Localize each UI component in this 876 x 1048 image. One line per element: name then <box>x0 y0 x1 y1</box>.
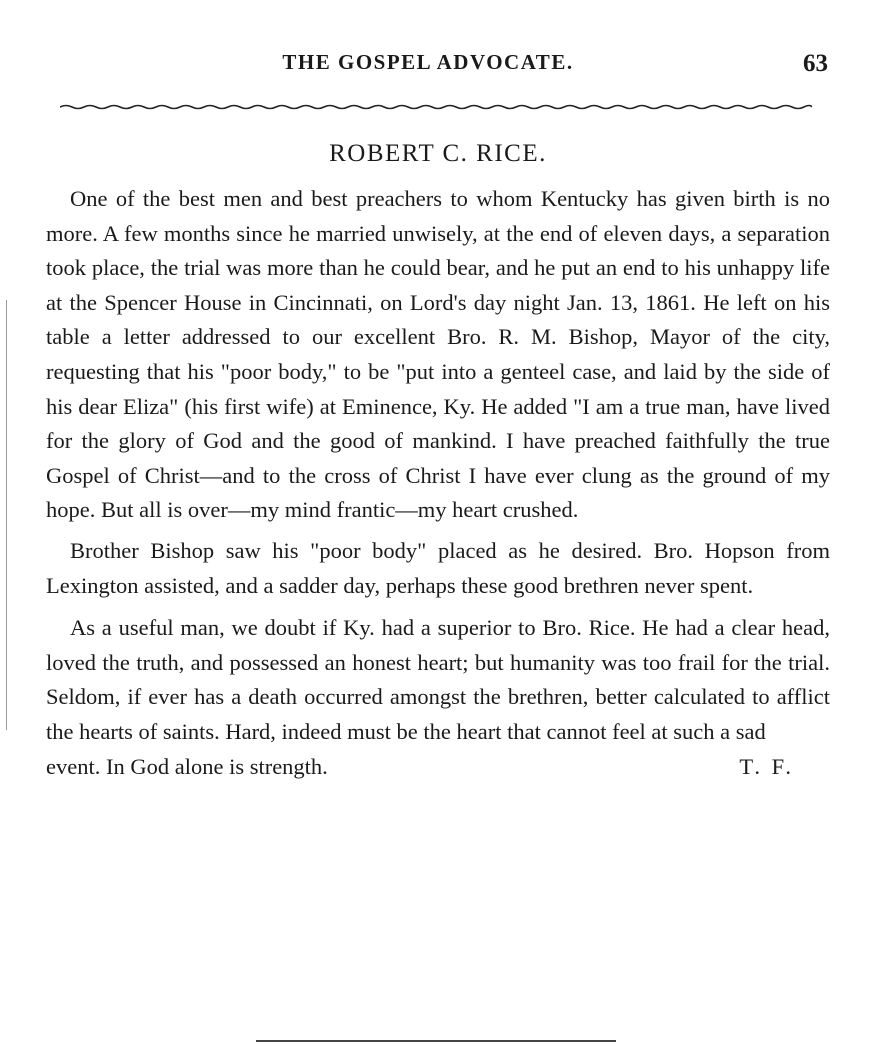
footer-rule <box>256 1040 616 1042</box>
paragraph-1: One of the best men and best preachers to whom Kentucky has given birth is no more. A few months since he married unwisely, at the end of eleven days, a separation took place, the trial was more than he could bear, and he put an end to his unhappy life at the Spencer House in Cincinnati, on Lord's day night Jan. 13, 1861. He left on his table a letter addressed to our excellent Bro. R. M. Bishop, Mayor of the city, requesting that his "poor body," to be "put into a genteel case, and laid by the side of his dear Eliza" (his first wife) at Eminence, Ky. He added "I am a true man, have lived for the glory of God and the good of mankind. I have preached faithfully the true Gospel of Christ—and to the cross of Christ I have ever clung as the ground of my hope. But all is over—my mind frantic—my heart crushed. <box>46 186 830 523</box>
article-title: ROBERT C. RICE. <box>329 140 547 167</box>
closing-line-row <box>46 750 830 785</box>
page-number: 63 <box>803 50 828 77</box>
author-signature: T. F. <box>739 753 794 779</box>
article-body <box>46 182 830 784</box>
binding-edge-line <box>6 300 7 730</box>
running-title: THE GOSPEL ADVOCATE. <box>282 50 574 74</box>
paragraph-3: As a useful man, we doubt if Ky. had a superior to Bro. Rice. He had a clear head, loved the truth, and possessed an honest heart; but humanity was too frail for the trial. Seldom, if ever has a death occurred amongst the brethren, better calculated to afflict the hearts of saints. Hard, indeed must be the heart that cannot feel at such a sad <box>46 615 830 744</box>
header-wavy-rule <box>60 104 812 110</box>
closing-line: event. In God alone is strength. <box>46 753 328 779</box>
running-header <box>0 50 876 80</box>
paragraph-2: Brother Bishop saw his "poor body" placed as he desired. Bro. Hopson from Lexington assisted, and a sadder day, perhaps these good brethren never spent. <box>46 537 830 598</box>
